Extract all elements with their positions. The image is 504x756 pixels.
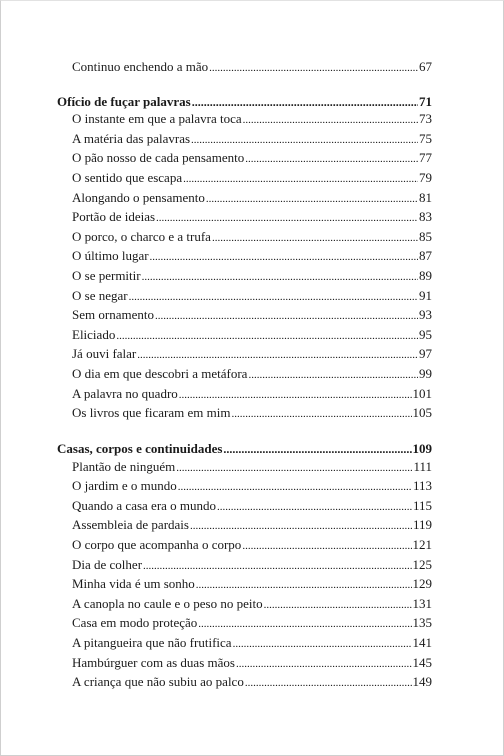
toc-entry-page: 95 (419, 327, 432, 342)
toc-entry (72, 307, 432, 324)
dot-leader (137, 346, 418, 363)
toc-entry (72, 498, 432, 515)
dot-leader (155, 307, 418, 324)
dot-leader (192, 94, 418, 110)
toc-entry (72, 557, 432, 574)
toc-section-page: 109 (412, 441, 432, 456)
dot-leader (198, 615, 411, 632)
toc-entry (72, 346, 432, 363)
toc-entry (72, 635, 432, 652)
toc-entry-page: 73 (419, 111, 432, 126)
toc-entry-page: 87 (419, 248, 432, 263)
toc-entry (72, 674, 432, 691)
toc-entry-title: O pão nosso de cada pensamento (72, 150, 245, 165)
toc-entry-page: 105 (412, 405, 432, 420)
toc-entry-page: 129 (412, 576, 432, 591)
toc-entry (72, 248, 432, 265)
toc-entry-title: O se permitir (72, 268, 141, 283)
dot-leader (232, 405, 412, 422)
toc-entry-page: 79 (419, 170, 432, 185)
toc-entry-title: Dia de colher (72, 557, 143, 572)
toc-entry-title: A criança que não subiu ao palco (72, 674, 244, 689)
toc-entry (72, 576, 432, 593)
dot-leader (206, 190, 418, 207)
dot-leader (143, 557, 411, 574)
toc-entry (72, 150, 432, 167)
dot-leader (196, 576, 412, 593)
dot-leader (217, 498, 412, 515)
toc-entry-page: 89 (419, 268, 432, 283)
toc-entry-page: 67 (419, 59, 432, 74)
toc-entry-page: 101 (412, 386, 432, 401)
toc-entry-page: 113 (412, 478, 432, 493)
dot-leader (129, 288, 418, 305)
toc-section-title: Ofício de fuçar palavras (57, 94, 191, 109)
toc-entry (72, 327, 432, 344)
toc-entry (72, 596, 432, 613)
toc-entry (72, 288, 432, 305)
toc-entry-title: A pitangueira que não frutifica (72, 635, 232, 650)
toc-entry-title: O jardim e o mundo (72, 478, 177, 493)
toc-entry-page: 121 (412, 537, 432, 552)
dot-leader (178, 478, 412, 495)
toc-entry-title: Portão de ideias (72, 209, 156, 224)
dot-leader (245, 150, 418, 167)
dot-leader (142, 268, 418, 285)
toc-entry-title: A canopla no caule e o peso no peito (72, 596, 263, 611)
toc-entry-title: O dia em que descobri a metáfora (72, 366, 248, 381)
dot-leader (191, 131, 418, 148)
toc-entry-title: Plantão de ninguém (72, 459, 176, 474)
toc-entry (72, 111, 432, 128)
toc-entry-page: 83 (419, 209, 432, 224)
toc-entry-title: A palavra no quadro (72, 386, 178, 401)
toc-entry-page: 97 (419, 346, 432, 361)
dot-leader (242, 537, 411, 554)
toc-entry (72, 170, 432, 187)
toc-entry-title: Quando a casa era o mundo (72, 498, 217, 513)
toc-entry (72, 59, 432, 76)
dot-leader (209, 59, 418, 76)
toc-entry-page: 77 (419, 150, 432, 165)
dot-leader (248, 366, 418, 383)
toc-entry-page: 91 (419, 288, 432, 303)
dot-leader (223, 441, 411, 457)
toc-entry-page: 135 (412, 615, 432, 630)
dot-leader (264, 596, 412, 613)
toc-entry-title: A matéria das palavras (72, 131, 191, 146)
toc-entry-title: Assembleia de pardais (72, 517, 189, 532)
toc-entry-title: Os livros que ficaram em mim (72, 405, 231, 420)
toc-entry-title: Minha vida é um sonho (72, 576, 195, 591)
toc-entry-title: O corpo que acompanha o corpo (72, 537, 242, 552)
toc-entry-page: 85 (419, 229, 432, 244)
toc-entry (72, 268, 432, 285)
toc-entry-page: 115 (412, 498, 432, 513)
toc-entry-title: O instante em que a palavra toca (72, 111, 242, 126)
toc-section-title: Casas, corpos e continuidades (57, 441, 223, 456)
toc-entry (72, 190, 432, 207)
toc-entry (72, 478, 432, 495)
toc-entry (72, 229, 432, 246)
dot-leader (243, 111, 418, 128)
toc-entry-page: 99 (419, 366, 432, 381)
toc-section-page: 71 (419, 94, 432, 109)
toc-entry-title: O porco, o charco e a trufa (72, 229, 211, 244)
dot-leader (179, 386, 412, 403)
toc-entry-title: Já ouvi falar (72, 346, 137, 361)
toc-entry-title: Sem ornamento (72, 307, 154, 322)
toc-entry-title: Eliciado (72, 327, 116, 342)
toc-entry (72, 405, 432, 422)
dot-leader (183, 170, 418, 187)
toc-entry (72, 615, 432, 632)
toc-entry (72, 209, 432, 226)
toc-entry-title: O sentido que escapa (72, 170, 183, 185)
dot-leader (212, 229, 418, 246)
dot-leader (116, 327, 418, 344)
toc-section-heading (57, 441, 432, 457)
toc-entry-page: 149 (412, 674, 432, 689)
toc-entry-title: Continuo enchendo a mão (72, 59, 209, 74)
toc-section-heading (57, 94, 432, 110)
toc-entry-page: 93 (419, 307, 432, 322)
dot-leader (236, 655, 412, 672)
dot-leader (233, 635, 412, 652)
toc-entry-title: Alongando o pensamento (72, 190, 205, 205)
toc-entry-page: 81 (419, 190, 432, 205)
toc-entry-title: Hambúrguer com as duas mãos (72, 655, 235, 670)
toc-entry (72, 459, 432, 476)
toc-entry (72, 366, 432, 383)
toc-entry-page: 131 (412, 596, 432, 611)
toc-entry-page: 119 (412, 517, 432, 532)
toc-entry-page: 125 (412, 557, 432, 572)
dot-leader (156, 209, 418, 226)
toc-entry (72, 131, 432, 148)
dot-leader (190, 517, 412, 534)
toc-entry-page: 111 (413, 459, 432, 474)
toc-entry-title: O último lugar (72, 248, 149, 263)
dot-leader (245, 674, 412, 691)
toc-entry (72, 517, 432, 534)
toc-entry-page: 75 (419, 131, 432, 146)
toc-entry-page: 145 (412, 655, 432, 670)
toc-entry (72, 537, 432, 554)
toc-entry-title: O se negar (72, 288, 128, 303)
dot-leader (150, 248, 418, 265)
toc-entry-title: Casa em modo proteção (72, 615, 198, 630)
toc-entry (72, 386, 432, 403)
toc-entry (72, 655, 432, 672)
toc-entry-page: 141 (412, 635, 432, 650)
dot-leader (176, 459, 412, 476)
